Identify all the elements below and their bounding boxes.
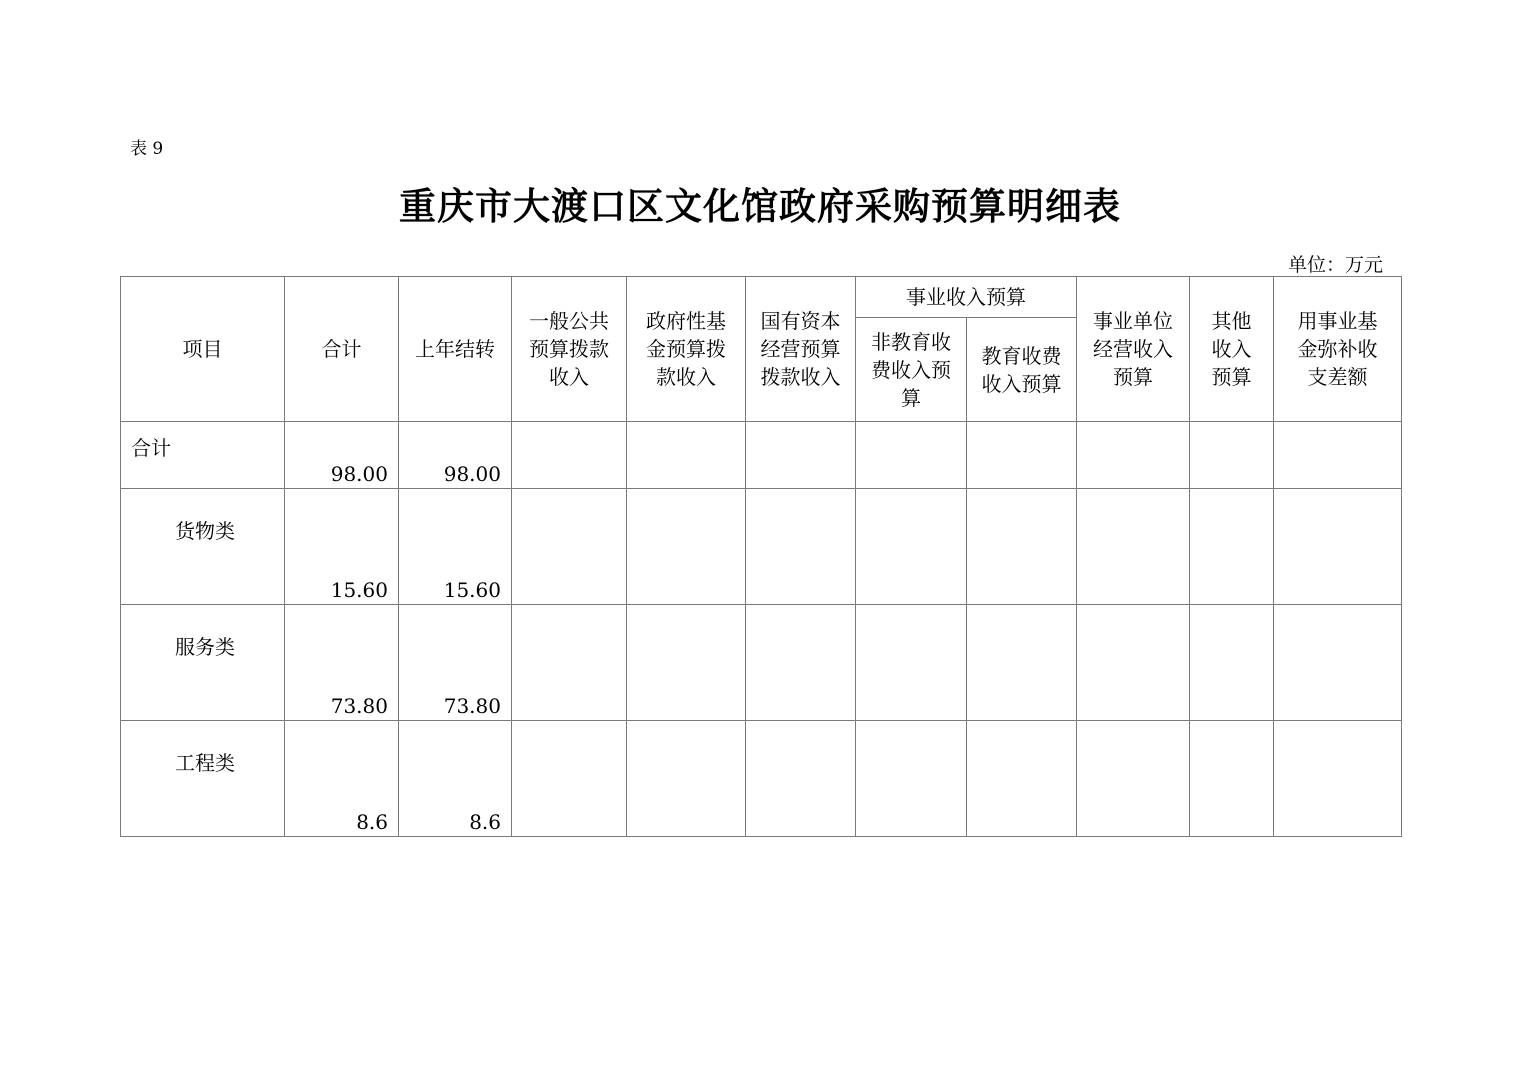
empty-cell [1274,605,1402,721]
header-state-capital: 国有资本经营预算拨款收入 [746,277,856,422]
unit-label: 单位：万元 [1287,254,1383,276]
header-row [121,277,1402,318]
empty-cell [1274,422,1402,489]
header-gov-fund: 政府性基金预算拨款收入 [627,277,746,422]
empty-cell [627,721,746,837]
row-total-value: 98.00 [285,422,399,489]
empty-cell [512,422,627,489]
empty-cell [967,721,1077,837]
empty-cell [627,605,746,721]
empty-cell [512,721,627,837]
table-row [121,605,1402,721]
empty-cell [1274,721,1402,837]
page-title: 重庆市大渡口区文化馆政府采购预算明细表 [399,185,1121,228]
empty-cell [1274,489,1402,605]
empty-cell [746,605,856,721]
row-label: 货物类 [121,489,285,605]
header-carryover: 上年结转 [399,277,512,422]
table-row [121,489,1402,605]
empty-cell [856,422,967,489]
empty-cell [746,489,856,605]
empty-cell [856,605,967,721]
row-total-value: 15.60 [285,489,399,605]
row-carryover-value: 15.60 [399,489,512,605]
empty-cell [1077,605,1190,721]
empty-cell [856,489,967,605]
empty-cell [746,422,856,489]
empty-cell [746,721,856,837]
row-carryover-value: 8.6 [399,721,512,837]
row-label: 工程类 [121,721,285,837]
empty-cell [1077,721,1190,837]
header-other: 其他收入预算 [1190,277,1274,422]
empty-cell [627,489,746,605]
empty-cell [627,422,746,489]
table-number-label: 表 9 [130,139,164,159]
row-label: 合计 [121,422,285,489]
row-total-value: 73.80 [285,605,399,721]
header-total: 合计 [285,277,399,422]
row-carryover-value: 73.80 [399,605,512,721]
header-non-edu: 非教育收费收入预算 [856,318,967,422]
empty-cell [1077,422,1190,489]
header-general-public: 一般公共预算拨款收入 [512,277,627,422]
header-edu: 教育收费收入预算 [967,318,1077,422]
empty-cell [1077,489,1190,605]
empty-cell [1190,489,1274,605]
empty-cell [1190,605,1274,721]
header-fund-balance: 用事业基金弥补收支差额 [1274,277,1402,422]
empty-cell [512,605,627,721]
empty-cell [512,489,627,605]
empty-cell [1190,721,1274,837]
empty-cell [967,422,1077,489]
header-business-income: 事业收入预算 [856,277,1077,318]
header-unit-operating: 事业单位经营收入预算 [1077,277,1190,422]
empty-cell [967,605,1077,721]
row-carryover-value: 98.00 [399,422,512,489]
empty-cell [856,721,967,837]
row-total-value: 8.6 [285,721,399,837]
row-label: 服务类 [121,605,285,721]
empty-cell [1190,422,1274,489]
empty-cell [967,489,1077,605]
table-row [121,422,1402,489]
header-item: 项目 [121,277,285,422]
table-row [121,721,1402,837]
budget-table [120,276,1402,837]
